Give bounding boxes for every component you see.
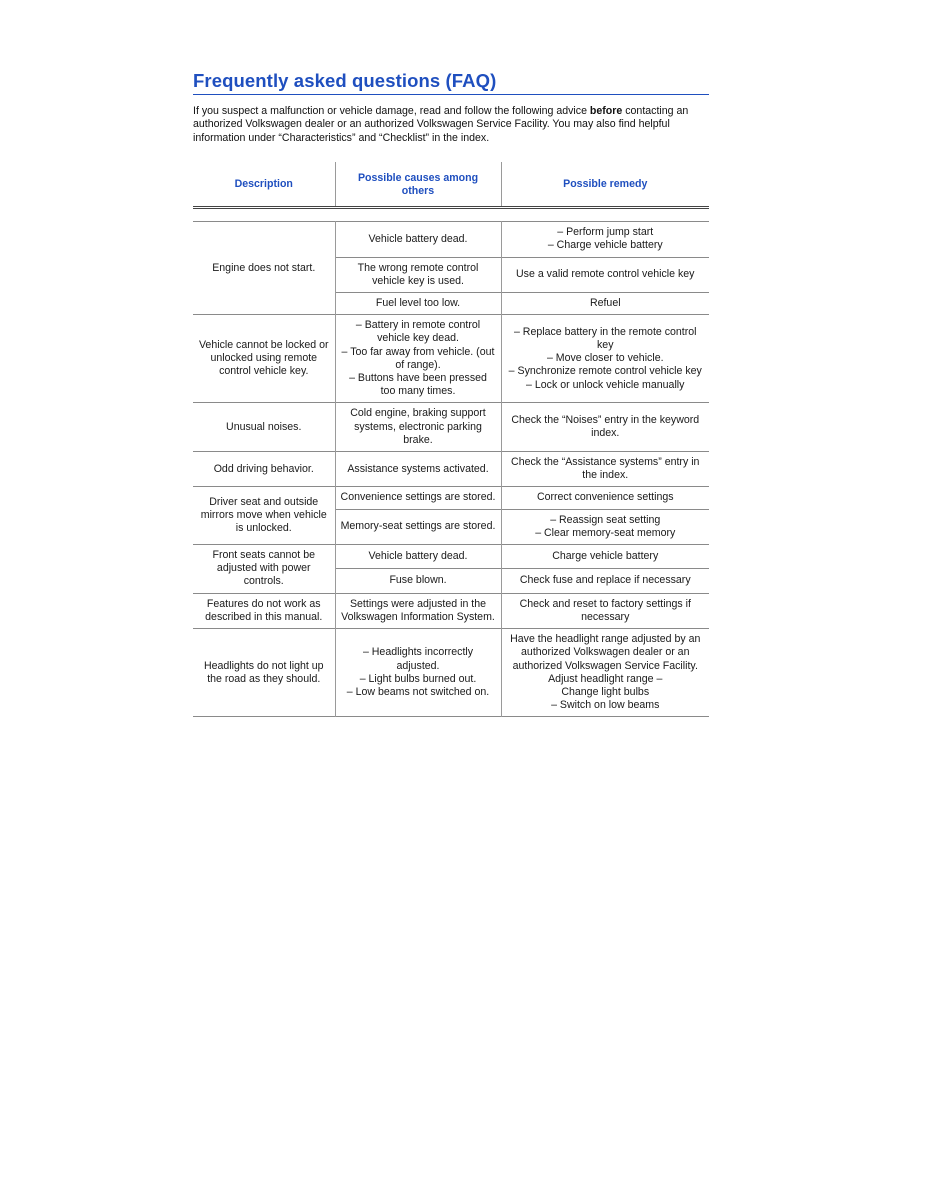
- remedy-cell: [501, 545, 709, 569]
- cause-line: Vehicle battery dead.: [368, 550, 468, 563]
- remedy-line: – Move closer to vehicle.: [546, 352, 664, 365]
- cause-cell: [335, 569, 501, 593]
- description-cell: Odd driving behavior.: [213, 462, 314, 475]
- cause-cell: [335, 509, 501, 544]
- cause-line: – Light bulbs burned out.: [359, 672, 477, 685]
- cause-line: – Too far away from vehicle. (out of range).: [341, 345, 495, 371]
- cause-line: Fuse blown.: [389, 574, 447, 587]
- remedy-line: – Synchronize remote control vehicle key: [508, 365, 702, 378]
- remedy-cell: [501, 452, 709, 487]
- cause-cell: [335, 257, 501, 292]
- header-description: Description: [234, 178, 293, 191]
- remedy-cell: [501, 257, 709, 292]
- remedy-line: Check the “Assistance systems” entry in the index.: [511, 456, 700, 482]
- header-causes: Possible causes among others: [335, 162, 501, 208]
- faq-table: [193, 162, 709, 717]
- cause-cell: [335, 452, 501, 487]
- remedy-cell: [501, 509, 709, 544]
- cause-line: Fuel level too low.: [375, 297, 461, 310]
- remedy-line: Have the headlight range adjusted by an authorized Volkswagen dealer or an authorized Volkswagen Service Facility. Adjust headlight range –: [510, 633, 701, 685]
- remedy-line: Change light bulbs: [561, 685, 650, 698]
- cause-cell: [335, 487, 501, 509]
- remedy-line: – Switch on low beams: [551, 699, 660, 712]
- cause-line: – Battery in remote control vehicle key dead.: [355, 319, 481, 345]
- header-remedy: Possible remedy: [501, 162, 709, 208]
- remedy-cell: [501, 569, 709, 593]
- description-cell: Unusual noises.: [226, 420, 302, 433]
- remedy-line: – Reassign seat setting: [550, 513, 661, 526]
- intro-text-end: contacting an authorized Volkswagen dealer or an authorized Volkswagen Service Facility. You may also find helpful information under “Characteristics” and “Checklist” in the index.: [193, 105, 689, 144]
- cause-cell: [335, 293, 501, 315]
- remedy-cell: [501, 293, 709, 315]
- header-row: [193, 162, 709, 208]
- table-row: [193, 487, 709, 509]
- intro-bold-word: before: [589, 105, 623, 117]
- cause-line: – Buttons have been pressed too many times.: [349, 372, 487, 398]
- table-row: [193, 222, 709, 257]
- cause-line: Cold engine, braking support systems, electronic parking brake.: [350, 407, 486, 446]
- table-row: [193, 403, 709, 452]
- remedy-line: – Perform jump start: [557, 226, 654, 239]
- intro-text-start: If you suspect a malfunction or vehicle damage, read and follow the following advice: [193, 105, 590, 117]
- cause-line: Memory-seat settings are stored.: [340, 520, 496, 533]
- description-cell: Engine does not start.: [212, 261, 316, 274]
- cause-line: – Headlights incorrectly adjusted.: [362, 646, 474, 672]
- remedy-line: – Replace battery in the remote control key: [513, 325, 697, 352]
- table-spacer-row: [193, 208, 709, 222]
- cause-line: – Low beams not switched on.: [346, 685, 490, 698]
- remedy-cell: [501, 593, 709, 628]
- cause-cell: [335, 315, 501, 403]
- remedy-line: Refuel: [589, 297, 621, 310]
- description-cell: Driver seat and outside mirrors move when vehicle is unlocked.: [200, 495, 327, 535]
- cause-cell: [335, 629, 501, 717]
- cause-cell: [335, 222, 501, 257]
- remedy-line: Correct convenience settings: [536, 491, 674, 504]
- description-cell: Vehicle cannot be locked or unlocked using remote control vehicle key.: [198, 339, 329, 378]
- remedy-line: – Charge vehicle battery: [547, 239, 663, 252]
- remedy-line: – Clear memory-seat memory: [535, 526, 676, 539]
- description-cell: Headlights do not light up the road as they should.: [203, 659, 324, 685]
- cause-line: Vehicle battery dead.: [368, 232, 468, 245]
- remedy-line: Check fuse and replace if necessary: [519, 574, 691, 587]
- description-cell: Front seats cannot be adjusted with power controls.: [212, 549, 315, 588]
- faq-table-body: [193, 208, 709, 717]
- table-row: [193, 545, 709, 569]
- remedy-line: Charge vehicle battery: [552, 550, 659, 563]
- remedy-cell: [501, 222, 709, 257]
- table-row: [193, 629, 709, 717]
- description-cell: Features do not work as described in this manual.: [205, 597, 323, 623]
- cause-cell: [335, 403, 501, 452]
- cause-cell: [335, 545, 501, 569]
- remedy-line: – Lock or unlock vehicle manually: [526, 378, 685, 391]
- cause-line: Convenience settings are stored.: [340, 491, 496, 504]
- table-row: [193, 593, 709, 628]
- cause-line: The wrong remote control vehicle key is used.: [357, 261, 479, 287]
- intro-paragraph: [193, 105, 709, 145]
- page: [193, 70, 709, 717]
- page-title: Frequently asked questions (FAQ): [193, 70, 709, 95]
- remedy-line: Check the “Noises” entry in the keyword index.: [511, 414, 700, 440]
- remedy-cell: [501, 487, 709, 509]
- spacer-cell: [193, 208, 709, 222]
- remedy-line: Check and reset to factory settings if necessary: [519, 597, 691, 623]
- cause-cell: [335, 593, 501, 628]
- remedy-cell: [501, 403, 709, 452]
- faq-table-header: [193, 162, 709, 208]
- remedy-cell: [501, 315, 709, 403]
- table-row: [193, 452, 709, 487]
- remedy-cell: [501, 629, 709, 717]
- remedy-line: Use a valid remote control vehicle key: [516, 268, 695, 281]
- cause-line: Assistance systems activated.: [347, 462, 489, 475]
- table-row: [193, 315, 709, 403]
- cause-line: Settings were adjusted in the Volkswagen Information System.: [341, 597, 495, 623]
